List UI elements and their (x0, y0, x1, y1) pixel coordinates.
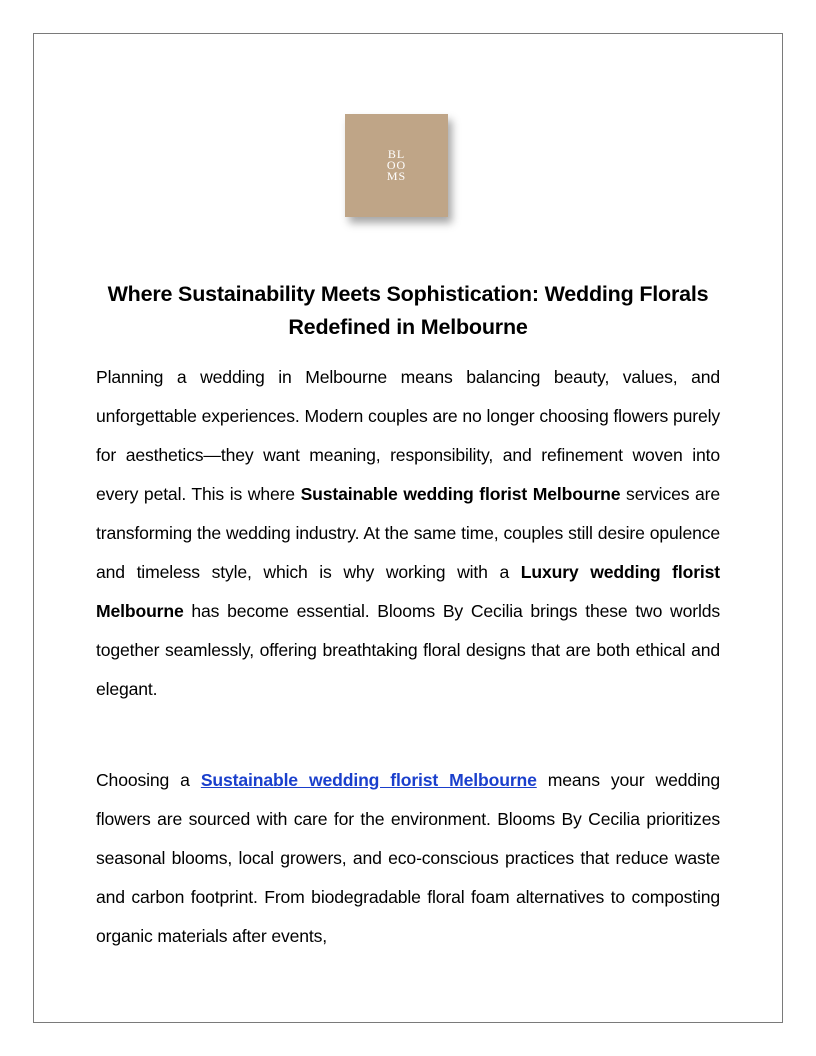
intro-text-3: has become essential. Blooms By Cecilia brings these two worlds together seamlessly, offering breathtaking floral designs that are both ethical and elegant. (96, 601, 720, 699)
blooms-logo (345, 114, 448, 217)
intro-paragraph (96, 358, 720, 709)
logo-text (387, 149, 406, 182)
keyword-sustainable-florist: Sustainable wedding florist Melbourne (300, 484, 621, 504)
logo-line-3: MS (386, 169, 407, 183)
intro-text-2: services are transforming the wedding industry. At the same time, couples still desire opulence and timeless style, which is why working with a (96, 484, 721, 582)
intro-text-1: Planning a wedding in Melbourne means balancing beauty, values, and unforgettable experiences. Modern couples are no longer choosing flowers purely for aesthetics—they want meaning, responsibility, and refinement woven into every petal. This is where (96, 367, 720, 504)
second-paragraph (96, 761, 720, 956)
sustainable-florist-link[interactable]: Sustainable wedding florist Melbourne (200, 770, 537, 790)
logo-line-1: BL (387, 147, 406, 161)
keyword-luxury-florist: Luxury wedding florist Melbourne (96, 562, 720, 621)
document-title: Where Sustainability Meets Sophistication: Wedding Florals Redefined in Melbourne (107, 282, 709, 339)
second-text-1: Choosing a (96, 770, 201, 790)
second-text-2: means your wedding flowers are sourced with care for the environment. Blooms By Cecilia prioritizes seasonal blooms, local growers, and eco-conscious practices that reduce waste and carbon footprint. From biodegradable floral foam alternatives to composting organic materials after events, (96, 770, 721, 946)
logo-line-2: OO (386, 158, 407, 172)
